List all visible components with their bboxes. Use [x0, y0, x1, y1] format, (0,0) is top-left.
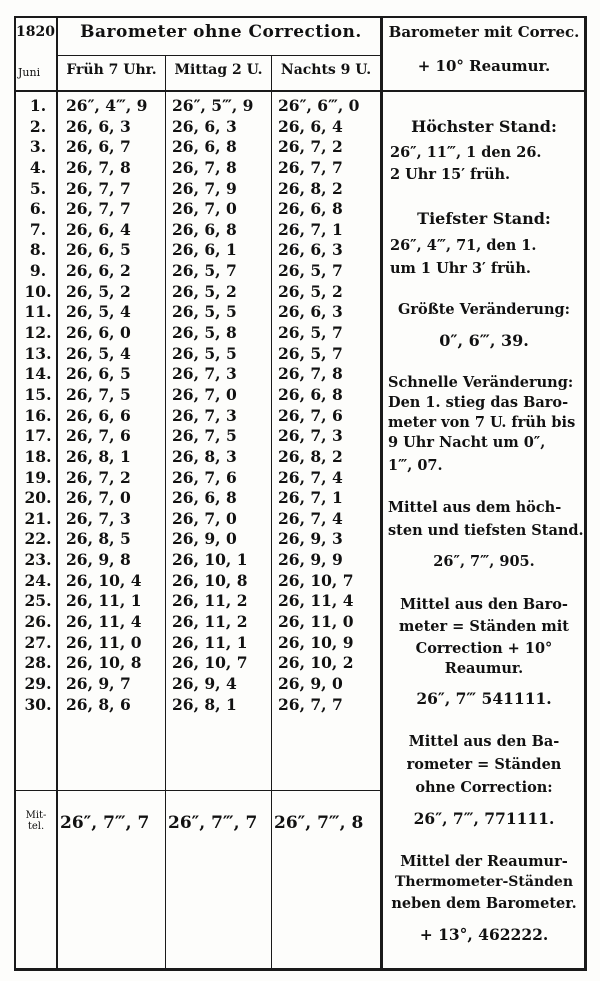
day-cell: 1. — [29, 96, 47, 115]
table-row — [16, 571, 378, 592]
table-row — [16, 550, 378, 571]
day-cell: 28. — [24, 653, 52, 673]
change-value: 0″, 6‴, 39. — [439, 331, 529, 350]
noon-cell: 26, 9, 4 — [172, 673, 237, 693]
day-cell: 29. — [24, 673, 52, 693]
fast-change-line-1: Den 1. stieg das Baro- — [388, 394, 569, 411]
day-cell: 24. — [24, 570, 52, 590]
night-cell: 26, 6, 3 — [278, 302, 343, 322]
mean-corrected-line-3: Correction + 10° — [415, 640, 553, 657]
night-cell: 26, 11, 4 — [278, 591, 354, 611]
mean-uncorrected-line-2: rometer = Ständen — [406, 756, 562, 773]
noon-cell: 26, 11, 2 — [172, 591, 248, 611]
thermometer-mean-line-3: neben dem Barometer. — [391, 895, 577, 912]
table-row — [16, 406, 378, 427]
mittel-label: Mit-tel. — [25, 810, 47, 832]
morning-cell: 26, 7, 5 — [66, 384, 131, 404]
noon-cell: 26, 5, 2 — [172, 281, 237, 301]
min-value: 26″, 4‴, 71, den 1. — [390, 237, 537, 254]
mean-high-low-line-2: sten und tiefsten Stand. — [388, 522, 584, 539]
night-cell: 26, 5, 7 — [278, 323, 343, 343]
table-row — [16, 96, 378, 117]
day-cell: 11. — [24, 302, 52, 322]
morning-cell: 26, 7, 6 — [66, 426, 131, 446]
noon-cell: 26, 5, 8 — [172, 323, 237, 343]
table-row — [16, 591, 378, 612]
noon-cell: 26, 7, 0 — [172, 508, 237, 528]
day-cell: 6. — [29, 199, 47, 219]
header-sub-rule — [56, 55, 380, 56]
fast-change-heading: Schnelle Veränderung: — [388, 374, 574, 391]
morning-cell: 26, 6, 2 — [66, 261, 131, 281]
noon-cell: 26, 5, 7 — [172, 261, 237, 281]
noon-cell: 26, 6, 8 — [172, 488, 237, 508]
mean-corrected-line-1: Mittel aus den Baro- — [400, 596, 568, 613]
night-cell: 26, 9, 3 — [278, 529, 343, 549]
noon-cell: 26, 7, 6 — [172, 467, 237, 487]
morning-cell: 26, 7, 8 — [66, 157, 131, 177]
header-bottom-rule-left — [14, 90, 380, 92]
night-cell: 26, 7, 2 — [278, 137, 343, 157]
morning-cell: 26, 8, 5 — [66, 529, 131, 549]
night-cell: 26, 11, 0 — [278, 612, 354, 632]
night-cell: 26, 9, 9 — [278, 550, 343, 570]
night-cell: 26, 7, 8 — [278, 364, 343, 384]
table-row — [16, 261, 378, 282]
night-cell: 26, 5, 7 — [278, 261, 343, 281]
change-heading: Größte Veränderung: — [398, 301, 570, 318]
night-cell: 26, 10, 2 — [278, 653, 354, 673]
table-row — [16, 385, 378, 406]
morning-cell: 26, 6, 7 — [66, 137, 131, 157]
night-cell: 26, 10, 7 — [278, 570, 354, 590]
morning-cell: 26, 9, 7 — [66, 673, 131, 693]
mean-high-low-value: 26″, 7‴, 905. — [433, 553, 535, 570]
morning-cell: 26, 6, 4 — [66, 219, 131, 239]
noon-cell: 26, 7, 0 — [172, 199, 237, 219]
morning-cell: 26, 5, 4 — [66, 302, 131, 322]
night-cell: 26, 7, 4 — [278, 508, 343, 528]
mean-high-low-line-1: Mittel aus dem höch- — [388, 499, 562, 516]
night-cell: 26, 6, 4 — [278, 116, 343, 136]
morning-cell: 26, 9, 8 — [66, 550, 131, 570]
morning-cell: 26, 10, 4 — [66, 570, 142, 590]
table-row — [16, 529, 378, 550]
day-cell: 17. — [24, 426, 52, 446]
night-cell: 26, 6, 3 — [278, 240, 343, 260]
day-cell: 8. — [29, 240, 47, 260]
noon-cell: 26, 10, 8 — [172, 570, 248, 590]
mittel-noon: 26″, 7‴, 7 — [168, 813, 258, 833]
table-row — [16, 653, 378, 674]
noon-cell: 26, 11, 1 — [172, 632, 248, 652]
table-row — [16, 323, 378, 344]
night-cell: 26, 7, 1 — [278, 219, 343, 239]
right-title-2: + 10° Reaumur. — [417, 57, 551, 75]
max-heading: Höchster Stand: — [411, 117, 557, 136]
mean-corrected-value: 26″, 7‴ 541111. — [416, 689, 552, 708]
night-cell: 26, 10, 9 — [278, 632, 354, 652]
night-cell: 26, 7, 7 — [278, 694, 343, 714]
fast-change-line-2: meter von 7 U. früh bis — [388, 414, 576, 431]
noon-cell: 26, 7, 3 — [172, 405, 237, 425]
day-cell: 18. — [24, 446, 52, 466]
table-row — [16, 468, 378, 489]
noon-cell: 26, 11, 2 — [172, 612, 248, 632]
mean-uncorrected-value: 26″, 7‴, 771111. — [413, 809, 555, 828]
morning-cell: 26, 11, 1 — [66, 591, 142, 611]
mean-uncorrected-line-1: Mittel aus den Ba- — [408, 733, 560, 750]
day-cell: 9. — [29, 261, 47, 281]
column-header-night: Nachts 9 U. — [280, 62, 372, 78]
night-cell: 26, 6, 8 — [278, 199, 343, 219]
min-time: um 1 Uhr 3′ früh. — [390, 260, 531, 277]
table-row — [16, 426, 378, 447]
morning-cell: 26, 8, 1 — [66, 446, 131, 466]
table-row — [16, 447, 378, 468]
day-cell: 3. — [29, 137, 47, 157]
year-label: 1820 — [16, 24, 55, 40]
table-row — [16, 695, 378, 716]
mittel-night: 26″, 7‴, 8 — [274, 813, 364, 833]
mean-corrected-line-2: meter = Ständen mit — [399, 618, 569, 635]
night-cell: 26, 9, 0 — [278, 673, 343, 693]
outer-border-top — [14, 16, 586, 18]
noon-cell: 26, 8, 1 — [172, 694, 237, 714]
morning-cell: 26, 8, 6 — [66, 694, 131, 714]
outer-border-bottom — [14, 968, 587, 971]
morning-cell: 26, 6, 3 — [66, 116, 131, 136]
table-row — [16, 612, 378, 633]
table-row — [16, 220, 378, 241]
header-bottom-rule-right — [383, 90, 584, 92]
thermometer-mean-line-2: Thermometer-Ständen — [394, 874, 573, 890]
night-cell: 26, 7, 7 — [278, 157, 343, 177]
morning-cell: 26, 11, 0 — [66, 632, 142, 652]
noon-cell: 26, 7, 0 — [172, 384, 237, 404]
night-cell: 26, 5, 2 — [278, 281, 343, 301]
morning-cell: 26″, 4‴, 9 — [66, 96, 148, 115]
day-cell: 23. — [24, 550, 52, 570]
night-cell: 26″, 6‴, 0 — [278, 96, 360, 115]
night-cell: 26, 7, 6 — [278, 405, 343, 425]
noon-cell: 26, 6, 3 — [172, 116, 237, 136]
noon-cell: 26, 8, 3 — [172, 446, 237, 466]
noon-cell: 26, 5, 5 — [172, 343, 237, 363]
table-row — [16, 117, 378, 138]
noon-cell: 26, 10, 1 — [172, 550, 248, 570]
column-header-morning: Früh 7 Uhr. — [66, 62, 157, 78]
left-right-divider — [380, 16, 383, 970]
day-cell: 21. — [24, 508, 52, 528]
table-row — [16, 179, 378, 200]
day-cell: 14. — [24, 364, 52, 384]
morning-cell: 26, 11, 4 — [66, 612, 142, 632]
max-value: 26″, 11‴, 1 den 26. — [390, 144, 542, 161]
noon-cell: 26″, 5‴, 9 — [172, 96, 254, 115]
morning-cell: 26, 6, 5 — [66, 240, 131, 260]
day-cell: 5. — [29, 178, 47, 198]
noon-cell: 26, 7, 3 — [172, 364, 237, 384]
night-cell: 26, 7, 4 — [278, 467, 343, 487]
mittel-morning: 26″, 7‴, 7 — [60, 813, 150, 833]
noon-cell: 26, 5, 5 — [172, 302, 237, 322]
noon-cell: 26, 6, 8 — [172, 219, 237, 239]
noon-cell: 26, 7, 9 — [172, 178, 237, 198]
fast-change-line-3: 9 Uhr Nacht um 0″, — [388, 434, 546, 451]
column-header-noon: Mittag 2 U. — [174, 62, 263, 78]
day-cell: 2. — [29, 116, 47, 136]
reading-rows — [16, 96, 378, 715]
morning-cell: 26, 6, 5 — [66, 364, 131, 384]
noon-cell: 26, 10, 7 — [172, 653, 248, 673]
night-cell: 26, 6, 8 — [278, 384, 343, 404]
night-cell: 26, 8, 2 — [278, 446, 343, 466]
day-cell: 13. — [24, 343, 52, 363]
day-cell: 12. — [24, 323, 52, 343]
day-cell: 20. — [24, 488, 52, 508]
night-cell: 26, 8, 2 — [278, 178, 343, 198]
noon-cell: 26, 6, 8 — [172, 137, 237, 157]
fast-change-line-4: 1‴, 07. — [388, 457, 443, 474]
thermometer-mean-line-1: Mittel der Reaumur- — [400, 853, 568, 870]
table-row — [16, 488, 378, 509]
day-cell: 26. — [24, 612, 52, 632]
right-title-1: Barometer mit Correc. — [388, 23, 580, 41]
noon-cell: 26, 6, 1 — [172, 240, 237, 260]
day-cell: 30. — [24, 694, 52, 714]
day-cell: 16. — [24, 405, 52, 425]
noon-cell: 26, 9, 0 — [172, 529, 237, 549]
morning-cell: 26, 7, 7 — [66, 199, 131, 219]
day-cell: 19. — [24, 467, 52, 487]
noon-cell: 26, 7, 8 — [172, 157, 237, 177]
table-title: Barometer ohne Correction. — [80, 22, 362, 42]
month-label: Juni — [18, 66, 41, 79]
min-heading: Tiefster Stand: — [417, 209, 551, 228]
day-cell: 22. — [24, 529, 52, 549]
thermometer-mean-value: + 13°, 462222. — [419, 925, 549, 944]
mittel-rule — [14, 790, 380, 791]
day-cell: 7. — [29, 219, 47, 239]
max-time: 2 Uhr 15′ früh. — [390, 166, 511, 183]
morning-cell: 26, 5, 4 — [66, 343, 131, 363]
day-cell: 15. — [24, 384, 52, 404]
morning-cell: 26, 7, 0 — [66, 488, 131, 508]
night-cell: 26, 7, 1 — [278, 488, 343, 508]
table-row — [16, 302, 378, 323]
mean-corrected-line-4: Reaumur. — [444, 660, 524, 677]
morning-cell: 26, 7, 3 — [66, 508, 131, 528]
table-row — [16, 137, 378, 158]
morning-cell: 26, 7, 2 — [66, 467, 131, 487]
morning-cell: 26, 7, 7 — [66, 178, 131, 198]
table-row — [16, 364, 378, 385]
day-cell: 27. — [24, 632, 52, 652]
table-row — [16, 240, 378, 261]
table-row — [16, 282, 378, 303]
day-cell: 25. — [24, 591, 52, 611]
morning-cell: 26, 6, 0 — [66, 323, 131, 343]
day-cell: 10. — [24, 281, 52, 301]
morning-cell: 26, 10, 8 — [66, 653, 142, 673]
table-row — [16, 344, 378, 365]
table-row — [16, 158, 378, 179]
night-cell: 26, 7, 3 — [278, 426, 343, 446]
table-row — [16, 633, 378, 654]
night-cell: 26, 5, 7 — [278, 343, 343, 363]
table-row — [16, 674, 378, 695]
mean-uncorrected-line-3: ohne Correction: — [415, 779, 553, 796]
noon-cell: 26, 7, 5 — [172, 426, 237, 446]
morning-cell: 26, 6, 6 — [66, 405, 131, 425]
morning-cell: 26, 5, 2 — [66, 281, 131, 301]
day-cell: 4. — [29, 157, 47, 177]
table-row — [16, 199, 378, 220]
table-row — [16, 509, 378, 530]
